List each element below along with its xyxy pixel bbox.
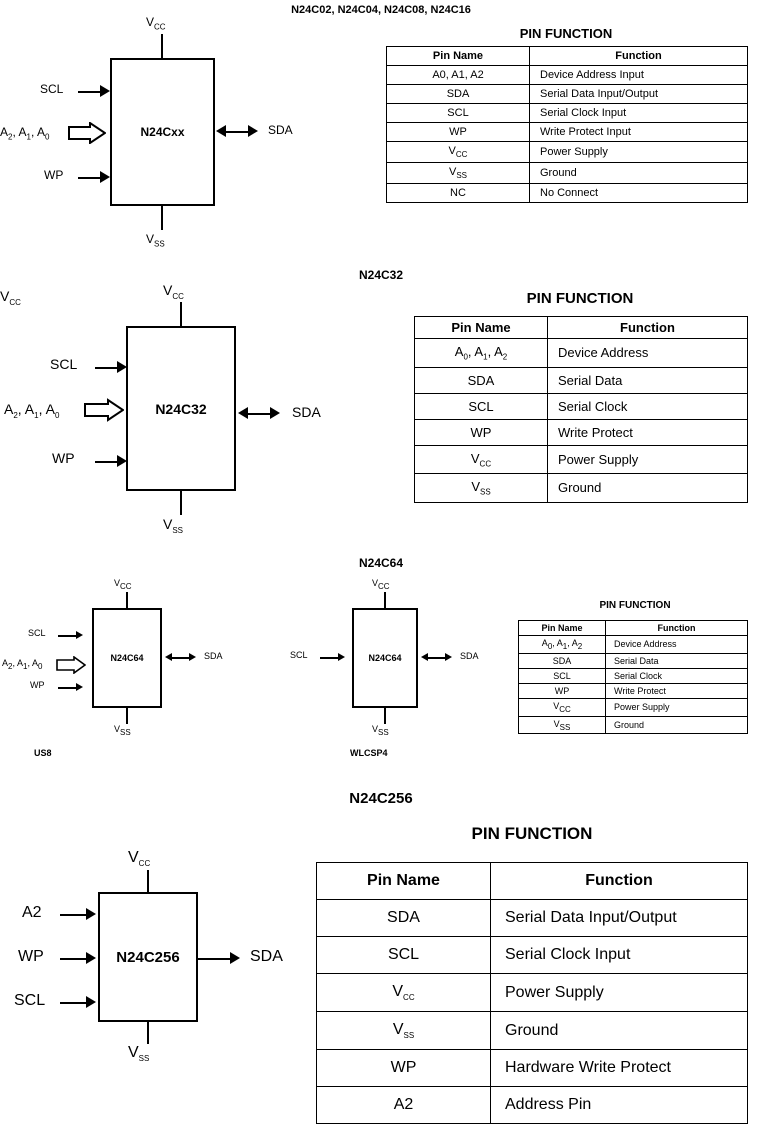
wp-arrow-icon — [86, 952, 96, 964]
vcc-line — [180, 302, 182, 326]
table-row: SDA Serial Data Input/Output — [387, 85, 748, 104]
sda-arrow-icon — [230, 952, 240, 964]
vcc-label: $V_{CC}$ — [372, 578, 390, 591]
scl-arrow-icon — [86, 996, 96, 1008]
diagram-n24c32 — [0, 282, 400, 548]
chip-label-n24c64-us8: N24C64 — [110, 653, 144, 663]
table-row: $V_{CC}$ Power Supply — [317, 974, 748, 1012]
diagram-n24c256 — [0, 849, 320, 1090]
scl-line — [58, 635, 78, 637]
col-pin-name: Pin Name — [317, 863, 491, 900]
table-row: $A_0$, $A_1$, $A_2$ Device Address — [519, 636, 748, 654]
sda-label: SDA — [268, 123, 293, 137]
vss-line — [384, 708, 386, 724]
vcc-label: $V_{CC}$ — [114, 578, 132, 591]
col-function: Function — [491, 863, 748, 900]
pin-function-table-1 — [386, 46, 748, 203]
col-pin-name: Pin Name — [519, 621, 606, 636]
section-3-heading: N24C64 — [358, 556, 404, 570]
chip-label-n24cxx: N24Cxx — [140, 125, 185, 139]
sda-line — [248, 413, 272, 415]
table-row: SCL Serial Clock Input — [387, 104, 748, 123]
scl-label: SCL — [50, 356, 78, 372]
scl-line — [60, 1002, 88, 1004]
sda-arrow-right-icon — [445, 653, 452, 661]
sda-line — [198, 958, 234, 960]
table-row: SCL Serial Clock — [519, 668, 748, 683]
diagram-n24c64-wlcsp4 — [262, 576, 512, 776]
table-row: $V_{SS}$ Ground — [317, 1012, 748, 1050]
chip-body-n24c32 — [126, 326, 236, 491]
scl-arrow-icon — [338, 653, 345, 661]
vcc-label-2: $V_{CC}$ — [163, 282, 184, 301]
table-row: WP Write Protect — [519, 683, 748, 698]
col-function: Function — [606, 621, 748, 636]
table-row: SDA Serial Data Input/Output — [317, 900, 748, 937]
section-4-table-title: PIN FUNCTION — [471, 824, 593, 843]
table-row: $V_{SS}$ Ground — [519, 716, 748, 734]
address-bus-arrow-icon — [68, 122, 106, 144]
vcc-label: $V_{CC}$ — [128, 849, 151, 869]
scl-arrow-icon — [100, 85, 110, 97]
address-bus-arrow-icon — [56, 656, 86, 674]
sda-arrow-left-icon — [216, 125, 226, 137]
col-pin-name: Pin Name — [415, 317, 548, 339]
scl-arrow-icon — [76, 631, 83, 639]
vcc-label: $V_{CC}$ — [146, 15, 166, 32]
scl-line — [95, 367, 119, 369]
table-row: SDA Serial Data — [519, 653, 748, 668]
vss-line — [180, 491, 182, 515]
address-label: $A_2$, $A_1$, $A_0$ — [0, 125, 50, 142]
vss-line — [126, 708, 128, 724]
table-row: SCL Serial Clock — [415, 393, 748, 419]
vss-line — [147, 1022, 149, 1044]
address-label: $A_2$, $A_1$, $A_0$ — [2, 658, 43, 671]
table-row: NC No Connect — [387, 184, 748, 203]
chip-label-n24c32: N24C32 — [155, 400, 207, 417]
wp-label: WP — [52, 450, 75, 466]
package-label-wlcsp4: WLCSP4 — [350, 748, 388, 758]
table-row: $V_{CC}$ Power Supply — [519, 698, 748, 716]
vcc-line — [384, 592, 386, 608]
scl-label: SCL — [290, 650, 308, 660]
sda-arrow-right-icon — [248, 125, 258, 137]
section-1-table-title: PIN FUNCTION — [519, 26, 613, 41]
table-row: $V_{SS}$ Ground — [387, 163, 748, 184]
scl-label: SCL — [40, 82, 64, 96]
table-row: SCL Serial Clock Input — [317, 937, 748, 974]
table-row: $V_{CC}$ Power Supply — [387, 142, 748, 163]
chip-label-n24c64-wlcsp4: N24C64 — [368, 653, 402, 663]
table-row: WP Write Protect — [415, 419, 748, 445]
col-function: Function — [530, 47, 748, 66]
address-label: $A_2$, $A_1$, $A_0$ — [4, 401, 60, 420]
wp-line — [78, 177, 102, 179]
col-function: Function — [548, 317, 748, 339]
vss-label: $V_{SS}$ — [372, 724, 389, 737]
vcc-label: $V_{CC}$ — [0, 288, 21, 307]
scl-line — [78, 91, 102, 93]
chip-body-n24c64-wlcsp4 — [352, 608, 418, 708]
wp-label: WP — [44, 168, 64, 182]
sda-line — [172, 657, 190, 659]
sda-arrow-right-icon — [189, 653, 196, 661]
chip-body-n24c256 — [98, 892, 198, 1022]
diagram-n24c64-us8 — [0, 576, 260, 776]
wp-label: WP — [30, 680, 45, 690]
sda-line — [428, 657, 446, 659]
vcc-line — [147, 870, 149, 892]
scl-line — [320, 657, 340, 659]
vcc-line — [126, 592, 128, 608]
a2-line — [60, 914, 88, 916]
sda-label: SDA — [292, 404, 321, 420]
chip-body-n24c64-us8 — [92, 608, 162, 708]
wp-arrow-icon — [76, 683, 83, 691]
vss-label: $V_{SS}$ — [163, 516, 184, 535]
vss-line — [161, 206, 163, 230]
chip-body-n24cxx — [110, 58, 215, 206]
diagram-n24cxx — [0, 15, 380, 260]
vss-label: $V_{SS}$ — [114, 724, 131, 737]
table-row: $A_0$, $A_1$, $A_2$ Device Address — [415, 339, 748, 368]
section-1-heading: N24C02, N24C04, N24C08, N24C16 — [291, 4, 471, 16]
sda-label: SDA — [250, 948, 283, 965]
table-row: $V_{SS}$ Ground — [415, 474, 748, 503]
chip-label-n24c256: N24C256 — [116, 948, 180, 966]
wp-label: WP — [18, 948, 44, 965]
wp-line — [95, 461, 119, 463]
section-2-heading: N24C32 — [358, 268, 404, 282]
table-row: WP Write Protect Input — [387, 123, 748, 142]
table-row: $V_{CC}$ Power Supply — [415, 445, 748, 474]
a2-arrow-icon — [86, 908, 96, 920]
wp-line — [60, 958, 88, 960]
vss-label: $V_{SS}$ — [146, 232, 165, 249]
sda-label: SDA — [204, 651, 223, 661]
a2-label: A2 — [22, 904, 42, 921]
scl-arrow-icon — [117, 361, 127, 373]
section-4-heading: N24C256 — [349, 790, 413, 807]
package-label-us8: US8 — [34, 748, 52, 758]
wp-arrow-icon — [100, 171, 110, 183]
table-row: SDA Serial Data — [415, 367, 748, 393]
wp-arrow-icon — [117, 455, 127, 467]
sda-arrow-left-icon — [421, 653, 428, 661]
pin-function-table-4 — [316, 862, 748, 1124]
section-3-table-title: PIN FUNCTION — [599, 600, 671, 611]
table-row: WP Hardware Write Protect — [317, 1050, 748, 1087]
section-2-table-title: PIN FUNCTION — [526, 290, 634, 307]
sda-arrow-left-icon — [238, 407, 248, 419]
scl-label: SCL — [14, 992, 46, 1009]
wp-line — [58, 687, 78, 689]
vss-label: $V_{SS}$ — [128, 1044, 150, 1064]
vcc-line — [161, 34, 163, 58]
address-bus-arrow-icon — [84, 398, 124, 422]
table-row: A0, A1, A2 Device Address Input — [387, 66, 748, 85]
pin-function-table-3 — [518, 620, 748, 734]
sda-arrow-left-icon — [165, 653, 172, 661]
table-row: A2 Address Pin — [317, 1087, 748, 1124]
pin-function-table-2 — [414, 316, 748, 503]
sda-arrow-right-icon — [270, 407, 280, 419]
scl-label: SCL — [28, 628, 46, 638]
col-pin-name: Pin Name — [387, 47, 530, 66]
sda-line — [226, 131, 250, 133]
sda-label: SDA — [460, 651, 479, 661]
